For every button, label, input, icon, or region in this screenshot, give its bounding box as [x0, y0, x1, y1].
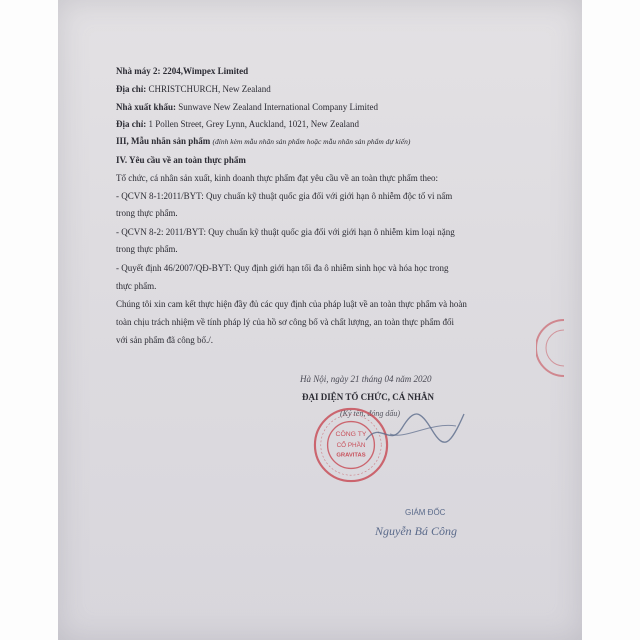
requirement-2-line1: - QCVN 8-2: 2011/BYT: Quy chuẩn kỹ thuật quốc gia đối với giới hạn ô nhiễm kim loại nặng	[116, 227, 455, 237]
commitment-line2: toàn chịu trách nhiệm về tính pháp lý của hồ sơ công bố và chất lượng, an toàn thực phẩm đối	[116, 317, 454, 327]
factory2-value: 2204,Wimpex Limited	[162, 66, 249, 76]
address1-label: Địa chỉ:	[116, 84, 149, 94]
commitment-line1: Chúng tôi xin cam kết thực hiện đầy đủ các quy định của pháp luật về an toàn thực phẩm và hoàn	[116, 299, 467, 309]
intro-paragraph: Tổ chức, cá nhân sản xuất, kinh doanh thực phẩm đạt yêu cầu về an toàn thực phẩm theo:	[116, 173, 439, 183]
address2-label: Địa chỉ:	[116, 119, 149, 129]
exporter-label: Nhà xuất khẩu:	[116, 102, 179, 112]
sample-heading-label: III, Mẫu nhãn sản phẩm	[116, 136, 213, 146]
commitment-line3: với sản phẩm đã công bố./.	[116, 335, 213, 345]
sample-heading-note: (đính kèm mẫu nhãn sản phẩm hoặc mẫu nhãn sản phẩm dự kiến)	[212, 137, 411, 146]
director-name: Nguyễn Bá Công	[375, 524, 457, 538]
handwritten-signature	[360, 400, 470, 460]
factory2-line	[116, 66, 248, 77]
section4-heading: IV. Yêu cầu về an toàn thực phẩm	[116, 155, 246, 165]
exporter-line	[116, 102, 378, 113]
representative-title: ĐẠI DIỆN TỔ CHỨC, CÁ NHÂN	[302, 392, 435, 402]
director-title: GIÁM ĐỐC	[405, 508, 446, 517]
factory2-label: Nhà máy 2:	[116, 66, 163, 76]
address1-line	[116, 84, 271, 95]
stamp-text-line1: CÔNG TY	[335, 431, 367, 439]
sign-note: (Ký tên, đóng dấu)	[340, 409, 400, 418]
requirement-1-line1: - QCVN 8-1:2011/BYT: Quy chuẩn kỹ thuật quốc gia đối với giới hạn ô nhiễm độc tố vi nấm	[116, 191, 453, 201]
edge-seal-fragment	[536, 318, 566, 378]
address2-line	[116, 119, 359, 130]
exporter-value: Sunwave New Zealand International Company Limited	[178, 102, 378, 112]
requirement-2-line2: trong thực phẩm.	[116, 244, 178, 254]
place-date: Hà Nội, ngày 21 tháng 04 năm 2020	[300, 374, 432, 384]
address1-value: CHRISTCHURCH, New Zealand	[148, 84, 271, 94]
stamp-text-line2: CỔ PHẦN	[336, 441, 366, 449]
address2-value: 1 Pollen Street, Grey Lynn, Auckland, 1021, New Zealand	[148, 119, 359, 129]
requirement-3-line1: - Quyết định 46/2007/QĐ-BYT: Quy định giới hạn tối đa ô nhiễm sinh học và hóa học trong	[116, 263, 449, 273]
stamp-text-line3: GRAVITAS	[336, 452, 366, 459]
sample-heading-line	[116, 136, 410, 147]
requirement-3-line2: thực phẩm.	[116, 281, 157, 291]
requirement-1-line2: trong thực phẩm.	[116, 208, 178, 218]
